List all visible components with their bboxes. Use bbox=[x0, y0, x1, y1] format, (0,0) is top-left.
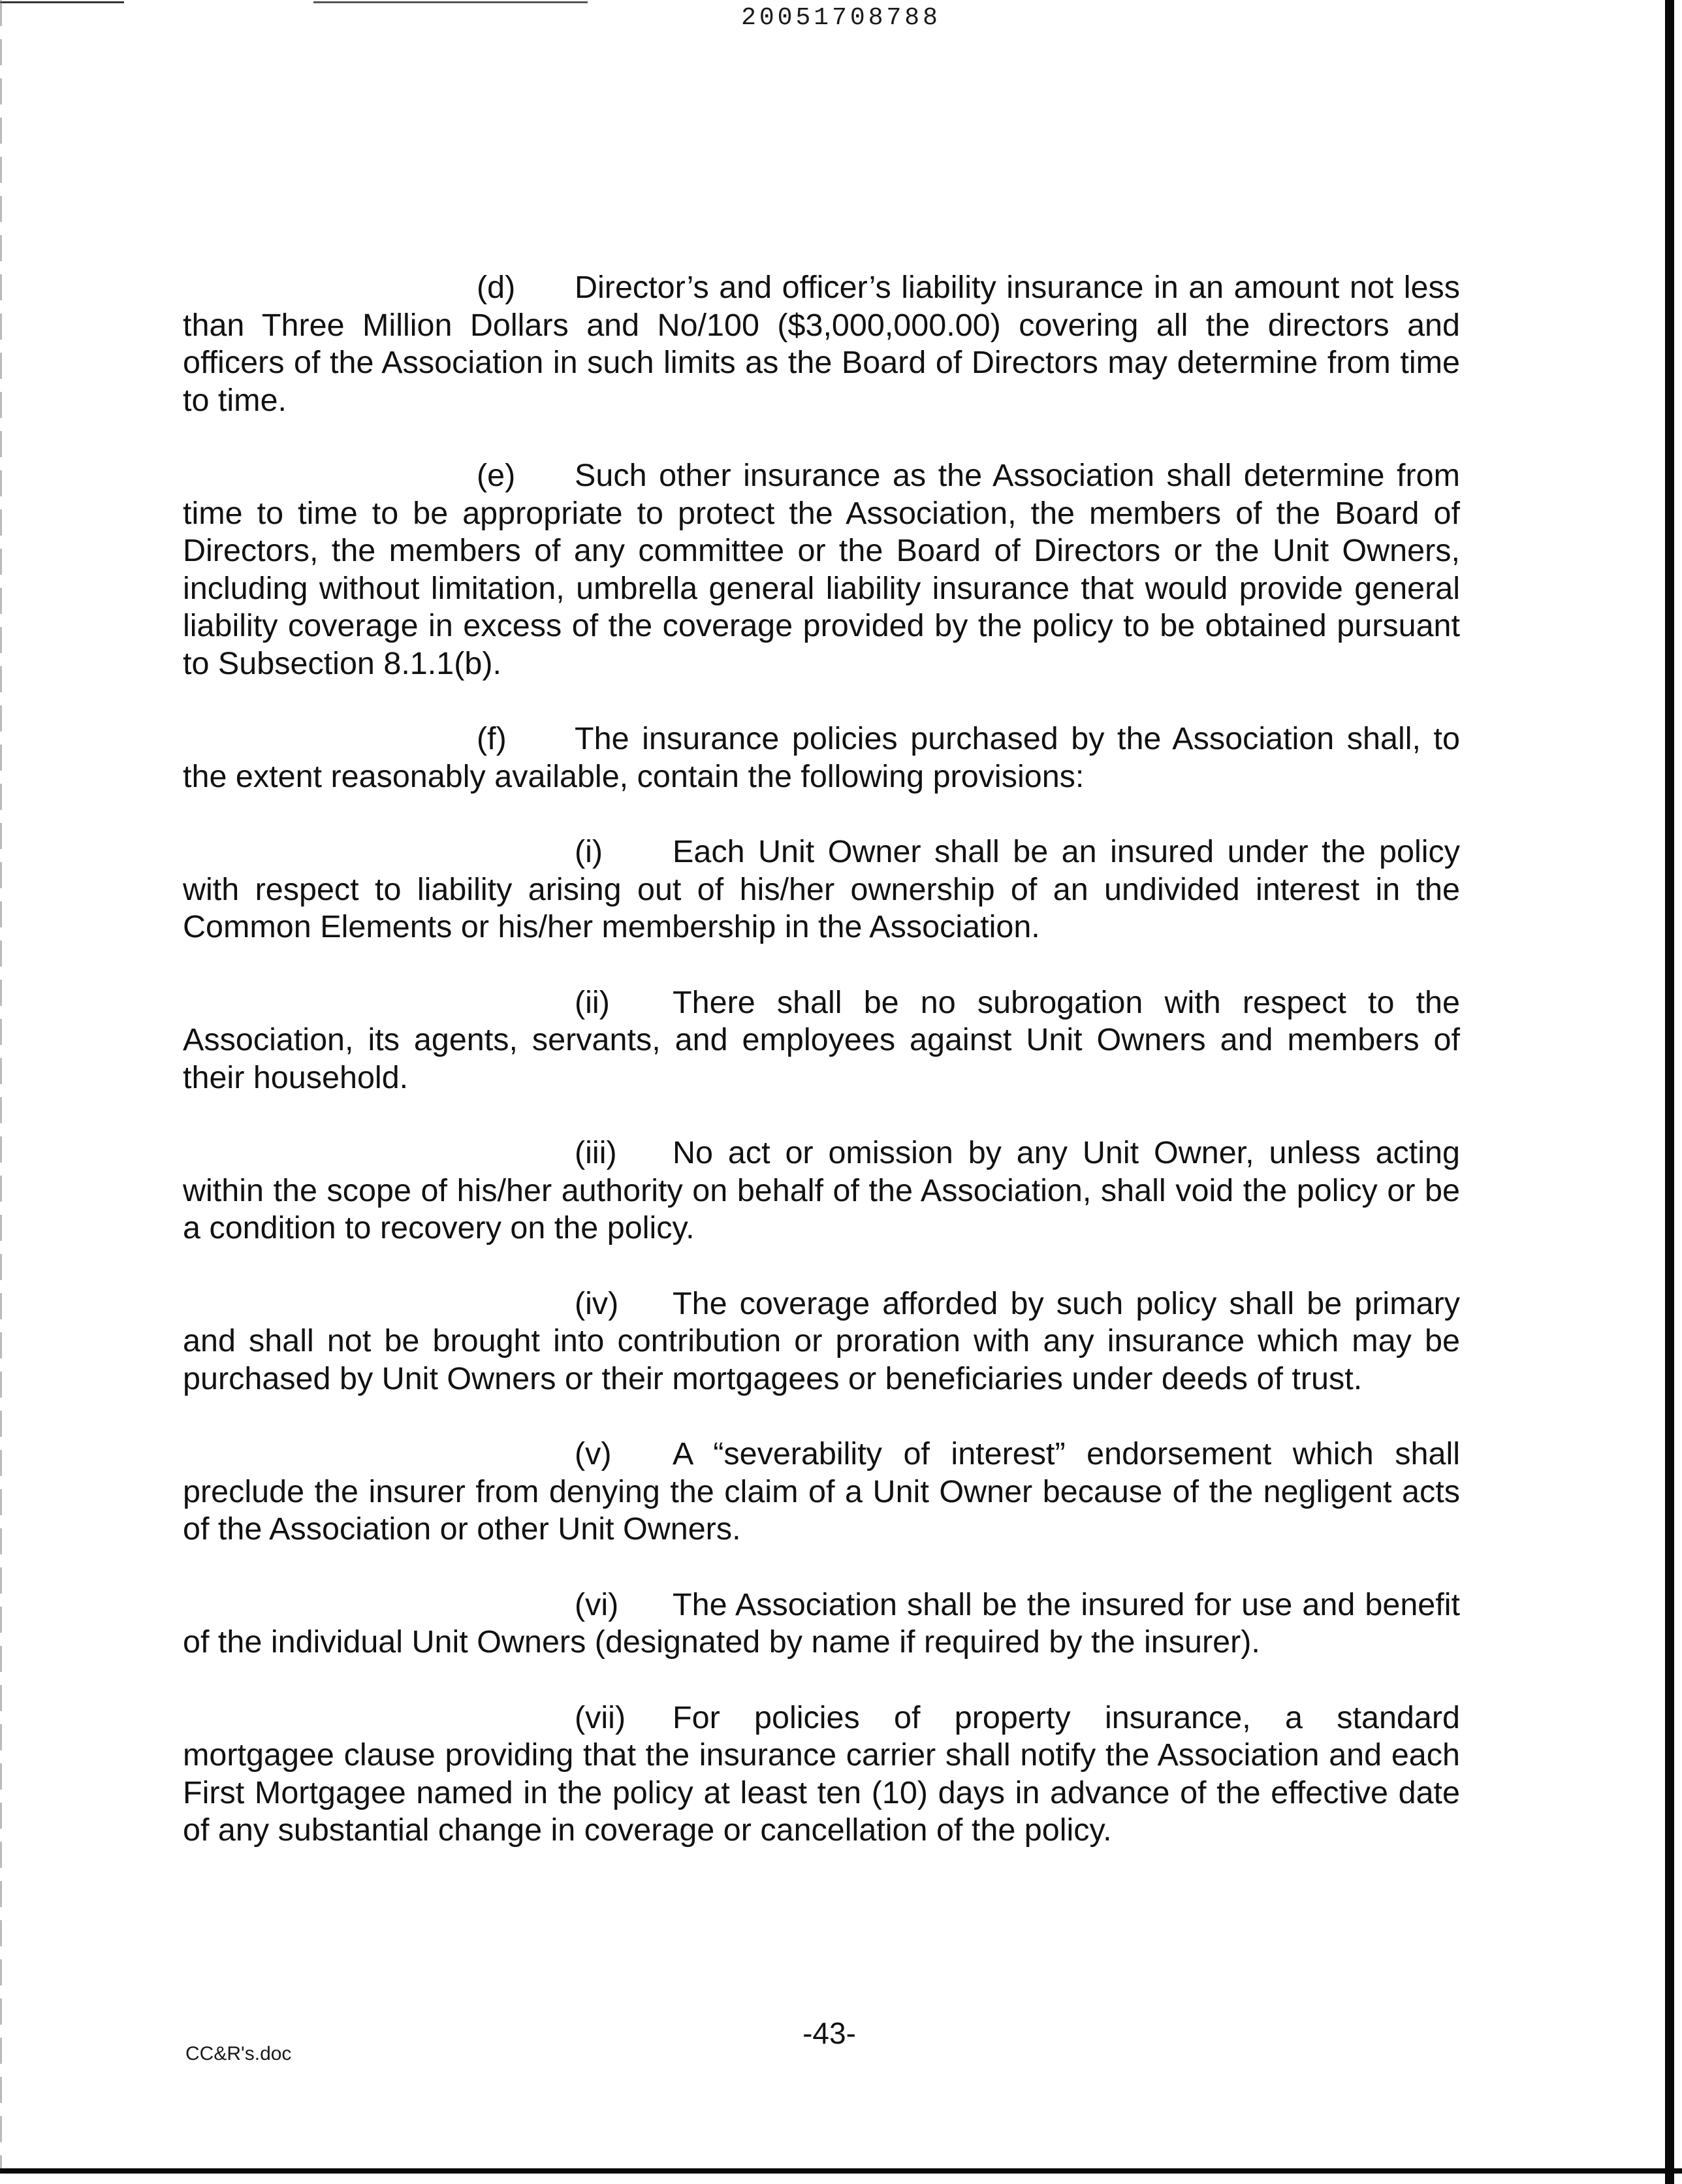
paragraph-iii bbox=[183, 1134, 1460, 1247]
paragraph-marker: (vii) bbox=[575, 1699, 626, 1735]
paragraph-marker: (vi) bbox=[575, 1586, 619, 1622]
paragraph-marker: (f) bbox=[477, 721, 507, 756]
paragraph-text: The insurance policies purchased by the Association shall, to the extent reasonably available, contain the following provisions: bbox=[183, 721, 1460, 794]
paragraph-text: A “severability of interest” endorsement which shall preclude the insurer from denying the claim of a Unit Owner because of the negligent acts of the Association or other Unit Owners. bbox=[183, 1436, 1460, 1547]
paragraph-marker: (iii) bbox=[575, 1135, 617, 1170]
page-number: -43- bbox=[802, 2016, 856, 2050]
paragraph-marker: (i) bbox=[575, 834, 603, 869]
paragraph-iv bbox=[183, 1285, 1460, 1398]
scan-edge-right bbox=[1665, 0, 1674, 2184]
paragraph-ii bbox=[183, 984, 1460, 1097]
paragraph-marker: (d) bbox=[477, 270, 516, 305]
scan-edge-bottom bbox=[0, 2168, 1682, 2174]
paragraph-e bbox=[183, 457, 1460, 682]
paragraph-f bbox=[183, 720, 1460, 795]
footer-file-name: CC&R's.doc bbox=[185, 2043, 292, 2064]
paragraph-marker: (v) bbox=[575, 1436, 612, 1471]
scan-edge-left bbox=[0, 0, 2, 2168]
paragraph-text: The coverage afforded by such policy shall be primary and shall not be brought into contribution or proration with any insurance which may be purchased by Unit Owners or their mortgagees or beneficiaries under deeds of trust. bbox=[183, 1285, 1460, 1396]
paragraph-vi bbox=[183, 1586, 1460, 1662]
paragraph-d bbox=[183, 269, 1460, 419]
paragraph-text: No act or omission by any Unit Owner, unless acting within the scope of his/her authority on behalf of the Association, shall void the policy or be a condition to recovery on the policy. bbox=[183, 1135, 1460, 1245]
paragraph-i bbox=[183, 833, 1460, 946]
scan-edge-top-middle bbox=[313, 1, 588, 3]
paragraph-text: There shall be no subrogation with respect to the Association, its agents, servants, and employees against Unit Owners and members of their household. bbox=[183, 984, 1460, 1095]
paragraph-text: For policies of property insurance, a standard mortgagee clause providing that the insurance carrier shall notify the Association and each First Mortgagee named in the policy at least ten (10) days in advance of the effective date of any substantial change in coverage or cancellation of the policy. bbox=[183, 1699, 1460, 1848]
paragraph-v bbox=[183, 1436, 1460, 1549]
paragraph-marker: (e) bbox=[477, 458, 516, 493]
scan-edge-top-left bbox=[0, 1, 124, 3]
paragraph-marker: (ii) bbox=[575, 984, 610, 1020]
paragraph-text: Director’s and officer’s liability insurance in an amount not less than Three Million Dollars and No/100 ($3,000,000.00) covering all the directors and officers of the Association in such limits as the Board of Directors may determine from time to time. bbox=[183, 270, 1460, 418]
paragraph-vii bbox=[183, 1699, 1460, 1850]
paragraph-text: Such other insurance as the Association shall determine from time to time to be appropriate to protect the Association, the members of the Board of Directors, the members of any committee or the Board of Directors or the Unit Owners, including without limitation, umbrella general liability insurance that would provide general liability coverage in excess of the coverage provided by the policy to be obtained pursuant to Subsection 8.1.1(b). bbox=[183, 458, 1460, 681]
document-body bbox=[183, 269, 1460, 1887]
paragraph-text: Each Unit Owner shall be an insured under the policy with respect to liability arising out of his/her ownership of an undivided interest in the Common Elements or his/her membership in the Association. bbox=[183, 834, 1460, 944]
document-number: 20051708788 bbox=[741, 4, 941, 32]
paragraph-text: The Association shall be the insured for use and benefit of the individual Unit Owners (designated by name if required by the insurer). bbox=[183, 1586, 1460, 1660]
paragraph-marker: (iv) bbox=[575, 1285, 619, 1321]
